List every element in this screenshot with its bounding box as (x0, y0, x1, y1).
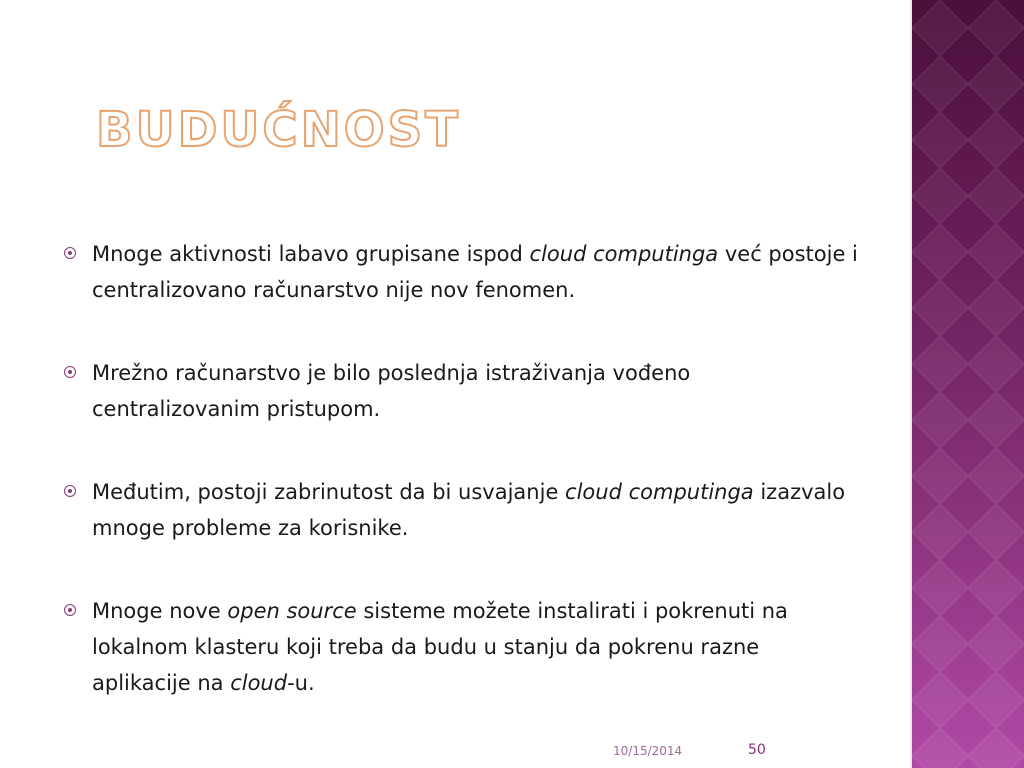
bullet-text-segment: izazvalo mnoge probleme za korisnike. (92, 480, 846, 540)
bullet-text (92, 242, 858, 302)
slide-title: BUDUĆNOST (96, 102, 461, 158)
bullet-text-segment: Mnoge nove (92, 599, 228, 623)
diamond-pattern (912, 0, 1024, 768)
bullet-text-segment: već postoje i centralizovano računarstvo nije nov fenomen. (92, 242, 858, 302)
footer-date: 10/15/2014 (613, 744, 683, 758)
bullet-text-segment: sisteme možete instalirati i pokrenuti na lokalnom klasteru koji treba da budu u stanju da pokrenu razne aplikacije na (92, 599, 788, 695)
circled-dot-bullet-icon (64, 366, 76, 378)
bullet-text-italic: cloud (230, 671, 288, 695)
slide-page-number: 50 (748, 742, 766, 758)
circled-dot-bullet-icon (64, 604, 76, 616)
bullet-text-segment: Mrežno računarstvo je bilo poslednja istraživanja vođeno centralizovanim pristupom. (92, 361, 691, 421)
circled-dot-bullet-icon (64, 485, 76, 497)
bullet-text-segment: -u. (287, 671, 315, 695)
bullet-text (92, 599, 788, 695)
bullet-text-italic: cloud computinga (565, 480, 754, 504)
decorative-side-band (912, 0, 1024, 768)
bullet-text-segment: Međutim, postoji zabrinutost da bi usvajanje (92, 480, 566, 504)
bullet-item (64, 236, 864, 308)
bullet-text (92, 361, 690, 421)
bullet-item (64, 474, 864, 546)
bullet-item (64, 593, 864, 701)
bullet-text (92, 480, 845, 540)
bullet-text-italic: open source (227, 599, 357, 623)
bullet-list (64, 236, 864, 748)
bullet-text-italic: cloud computinga (529, 242, 719, 266)
circled-dot-bullet-icon (64, 247, 76, 259)
bullet-text-segment: Mnoge aktivnosti labavo grupisane ispod (92, 242, 530, 266)
bullet-item (64, 355, 864, 427)
